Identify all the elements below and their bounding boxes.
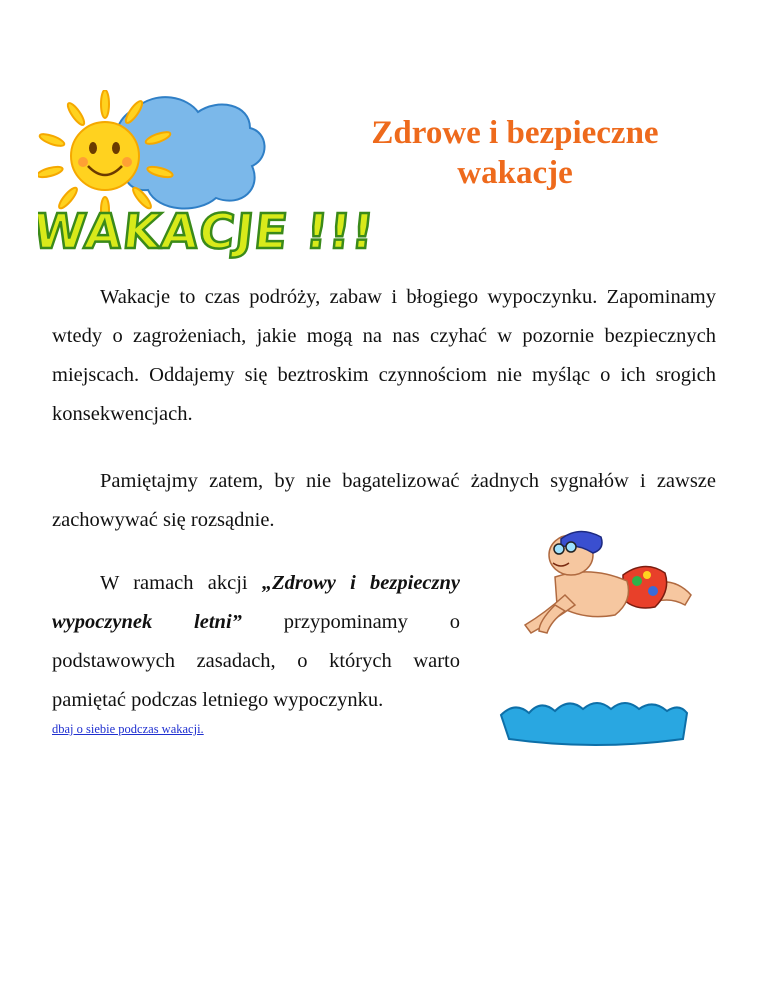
safety-link[interactable]: dbaj o siebie podczas wakacji. [52,722,204,736]
paragraph-2: Pamiętajmy zatem, by nie bagatelizować żadnych sygnałów i zawsze zachowywać się rozsądnie. [52,470,716,531]
wakacje-lettering: WAKACJE !!! [38,204,378,260]
paragraph-3-intro: W ramach akcji [100,572,262,594]
title-line-1: Zdrowe i bezpieczne [371,115,659,151]
action-name: „Zdrowy i bezpieczny wypoczynek letni” [52,572,460,633]
paragraph-1: Wakacje to czas podróży, zabaw i błogiego wypoczynku. Zapominamy wtedy o zagrożeniach, jakie mogą na nas czyhać w pozornie bezpiecznych miejscach. Oddajemy się beztroskim czynnościom nie myśląc o ich srogich konsekwencjach. [52,286,716,425]
swimmer-icon [525,531,691,633]
title-line-2: wakacje [457,155,573,191]
paragraph-3 [52,564,460,720]
page-title [330,113,700,193]
paragraph-3-rest: przypominamy o podstawowych zasadach, o których warto pamiętać podczas letniego wypoczynku. [52,611,460,711]
swimmer-illustration [495,525,695,755]
water-icon [501,703,687,745]
